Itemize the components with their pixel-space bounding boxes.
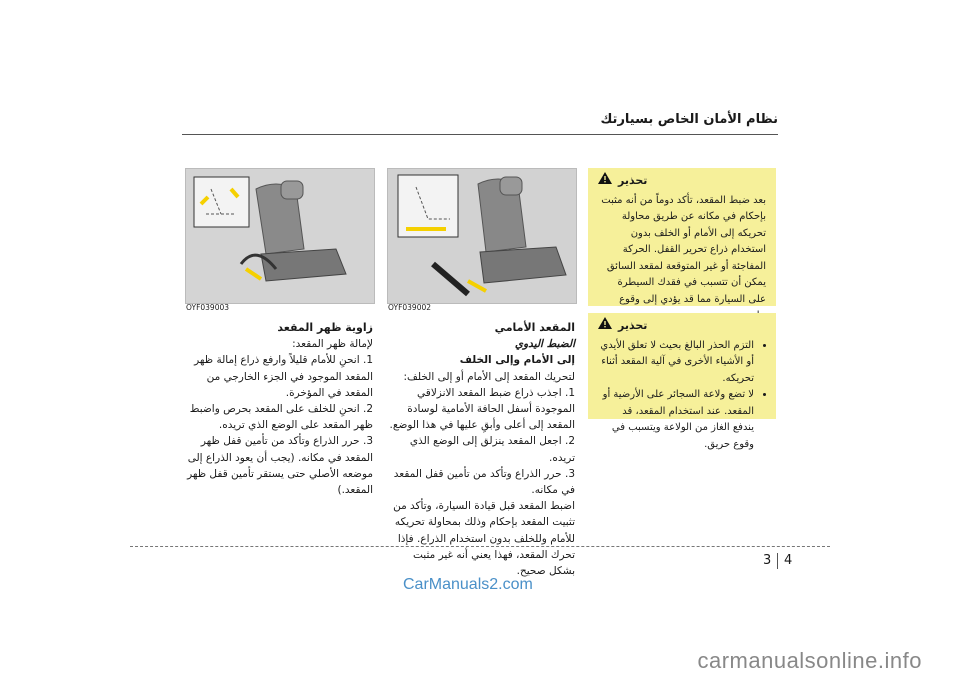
chapter-number: 3	[763, 553, 772, 568]
page-header-title: نظام الأمان الخاص بسيارتك	[600, 112, 778, 127]
seatback-step-2: 2. انحنِ للخلف على المقعد بحرص واضبط ظهر المقعد على الوضع الذي تريده.	[189, 403, 373, 432]
watermark-link[interactable]: CarManuals2.com	[403, 576, 533, 593]
slide-step-2: 2. اجعل المقعد ينزلق إلى الوضع الذي تريده.	[409, 435, 575, 464]
slide-step-1: 1. اجذب ذراع ضبط المقعد الانزلاقي الموجودة أسفل الحافة الأمامية لوسادة المقعد إلى أعلى وأبقِ عليها في هذا الوضع.	[389, 386, 575, 432]
left-column	[183, 320, 373, 498]
header-rule	[182, 134, 778, 135]
warning-box-1	[588, 168, 776, 306]
slide-note: اضبط المقعد قبل قيادة السيارة، وتأكد من تثبيت المقعد بإحكام وذلك بمحاولة تحريكه للأمام وللخلف بدون استخدام الذراع. فإذا تحرك المقعد، فهذا يعني أنه غير مثبت بشكل صحيح.	[393, 500, 575, 578]
warning-title-2: تحذير	[618, 319, 648, 332]
manual-adjust-subheading: الضبط اليدوي	[514, 338, 575, 351]
page-separator	[777, 553, 778, 569]
seat-recline-photo	[185, 168, 375, 304]
front-seat-heading: المقعد الأمامي	[494, 321, 575, 334]
forward-back-intro: لتحريك المقعد إلى الأمام أو إلى الخلف:	[403, 370, 575, 383]
seatback-angle-heading: زاوية ظهر المقعد	[277, 321, 373, 334]
warning-item-2: • لا تضع ولاعة السجائر على الأرضية أو المقعد. عند استخدام المقعد، قد يندفع الغاز من الولاعة ويتسبب في وقوع حريق.	[598, 387, 754, 453]
footer-dashed-rule	[130, 546, 830, 547]
photo-code-middle: OYF039002	[388, 303, 432, 312]
footer-brand: carmanualsonline.info	[697, 648, 922, 673]
warning-text-1: بعد ضبط المقعد، تأكد دوماً من أنه مثبت بإحكام في مكانه عن طريق محاولة تحريكه إلى الأمام أو الخلف بدون استخدام ذراع تحرير القفل. الحركة المفاجئة أو غير المتوقعة لمقعد السائق يمكن أن تتسبب في فقدك السيطرة على السيارة مما قد يؤدي إلى وقوع	[601, 194, 766, 305]
slide-step-3: 3. حرر الذراع وتأكد من تأمين قفل المقعد في مكانه.	[393, 467, 575, 497]
photo-code-left: OYF039003	[186, 303, 230, 312]
seatback-angle-intro: لإمالة ظهر المقعد:	[292, 338, 373, 351]
middle-column	[385, 320, 575, 579]
warning-triangle-icon	[598, 172, 612, 191]
page-number: 4	[784, 553, 793, 568]
warning-triangle-icon	[598, 317, 612, 336]
warning-title-1: تحذير	[618, 174, 648, 187]
seatback-step-3: 3. حرر الذراع وتأكد من تأمين قفل ظهر المقعد في مكانه. (يجب أن يعود الذراع إلى موضعه الأصلي حتى يستقر تأمين قفل ظهر المقعد.)	[187, 435, 373, 497]
forward-back-subheading: إلى الأمام وإلى الخلف	[459, 354, 575, 367]
seatback-step-1: 1. انحنِ للأمام قليلاً وارفع ذراع إمالة ظهر المقعد الموجود في الجزء الخارجي من المقعد في المؤخرة.	[194, 354, 373, 399]
seat-slide-photo	[387, 168, 577, 304]
warning-item-1: • التزم الحذر البالغ بحيث لا تعلق الأيدي أو الأشياء الأخرى في آلية المقعد أثناء تحريكه.	[598, 338, 754, 388]
warning-box-2	[588, 313, 776, 450]
